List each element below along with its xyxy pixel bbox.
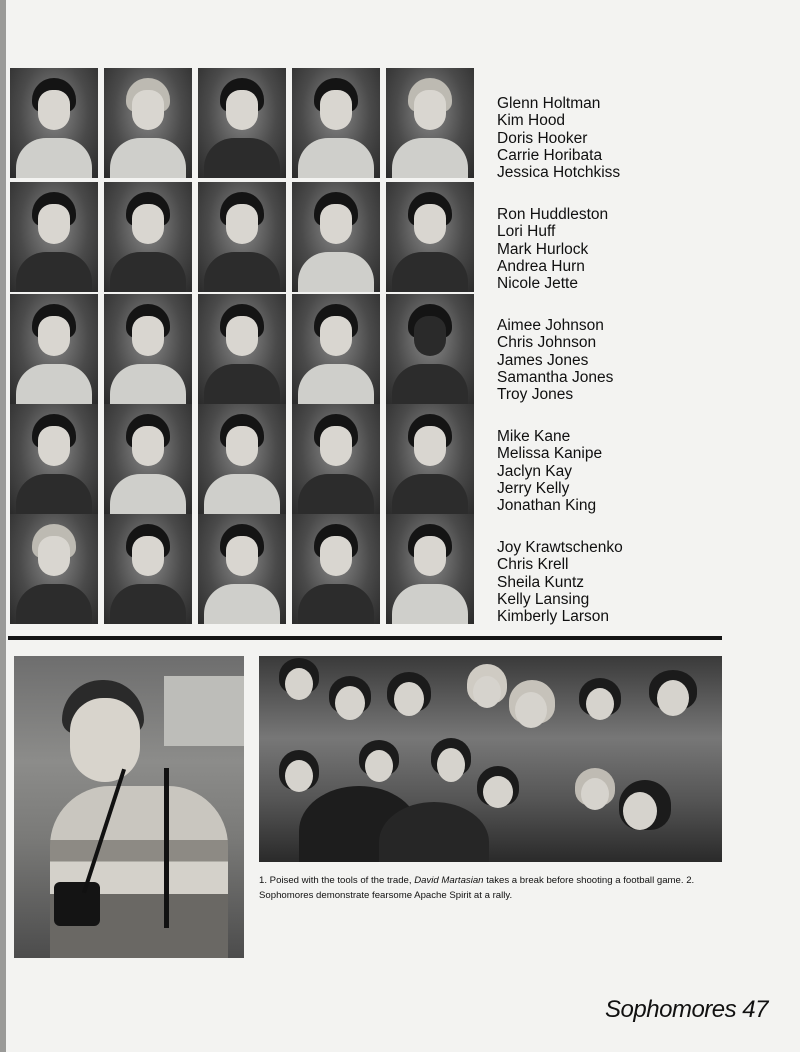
student-name: Jerry Kelly [497, 479, 570, 497]
portrait-photo [292, 404, 380, 514]
portrait-photo [292, 68, 380, 178]
portrait-photo [10, 294, 98, 404]
portrait-photo [386, 294, 474, 404]
portrait-photo [386, 404, 474, 514]
portrait-photo [386, 514, 474, 624]
page-number: 47 [742, 996, 768, 1023]
section-divider [8, 636, 722, 640]
student-name: Andrea Hurn [497, 257, 585, 275]
portrait-photo [10, 182, 98, 292]
student-name: Kimberly Larson [497, 608, 609, 626]
portrait-photo [104, 182, 192, 292]
student-name: Mike Kane [497, 428, 571, 445]
student-name: Aimee Johnson [497, 317, 604, 334]
portrait-photo [386, 182, 474, 292]
student-name: James Jones [497, 351, 589, 369]
portrait-photo [104, 514, 192, 624]
student-name: Carrie Horibata [497, 146, 603, 164]
name-list [497, 206, 608, 292]
student-name: Kim Hood [497, 112, 566, 130]
student-name: Mark Hurlock [497, 240, 589, 258]
student-name: Chris Johnson [497, 334, 597, 352]
candid-photo-rally [259, 656, 722, 862]
portrait-photo [292, 514, 380, 624]
portrait-photo [198, 68, 286, 178]
student-name: Chris Krell [497, 556, 569, 574]
student-name: Ron Huddleston [497, 206, 609, 223]
portrait-photo [386, 68, 474, 178]
candid-photo-photographer [14, 656, 244, 958]
student-name: Lori Huff [497, 223, 556, 241]
page-footer [605, 996, 768, 1024]
portrait-photo [104, 294, 192, 404]
portrait-row [10, 182, 480, 290]
caption-photographer-name: David Martasian [414, 875, 484, 886]
portrait-row [10, 294, 480, 402]
student-name: Jaclyn Kay [497, 462, 572, 480]
portrait-row [10, 68, 480, 176]
portrait-photo [292, 182, 380, 292]
caption-text: takes a break before shooting a football game. 2. Sophomores demonstrate fearsome Apache Spirit at a rally. [259, 875, 695, 901]
student-name: Jonathan King [497, 497, 597, 515]
name-list [497, 428, 602, 514]
portrait-photo [104, 68, 192, 178]
portrait-photo [292, 294, 380, 404]
portrait-photo [198, 514, 286, 624]
student-name: Doris Hooker [497, 129, 588, 147]
student-name: Troy Jones [497, 386, 574, 404]
section-title: Sophomores [605, 996, 737, 1023]
portrait-photo [104, 404, 192, 514]
portrait-photo [10, 514, 98, 624]
student-name: Joy Krawtschenko [497, 539, 623, 556]
name-list [497, 95, 620, 181]
student-name: Melissa Kanipe [497, 445, 603, 463]
student-name: Sheila Kuntz [497, 573, 585, 591]
portrait-row [10, 514, 480, 622]
student-name: Nicole Jette [497, 275, 578, 293]
caption-text: 1. Poised with the tools of the trade, [259, 875, 415, 886]
student-name: Samantha Jones [497, 368, 614, 386]
name-list [497, 539, 623, 625]
student-name: Jessica Hotchkiss [497, 164, 621, 182]
portrait-photo [198, 404, 286, 514]
portrait-photo [198, 294, 286, 404]
photo-caption [259, 873, 729, 903]
portrait-photo [10, 404, 98, 514]
portrait-row [10, 404, 480, 512]
page-binding-shadow [0, 0, 6, 1052]
portrait-photo [198, 182, 286, 292]
student-name: Glenn Holtman [497, 95, 601, 112]
portrait-photo [10, 68, 98, 178]
name-list [497, 317, 613, 403]
student-name: Kelly Lansing [497, 590, 590, 608]
